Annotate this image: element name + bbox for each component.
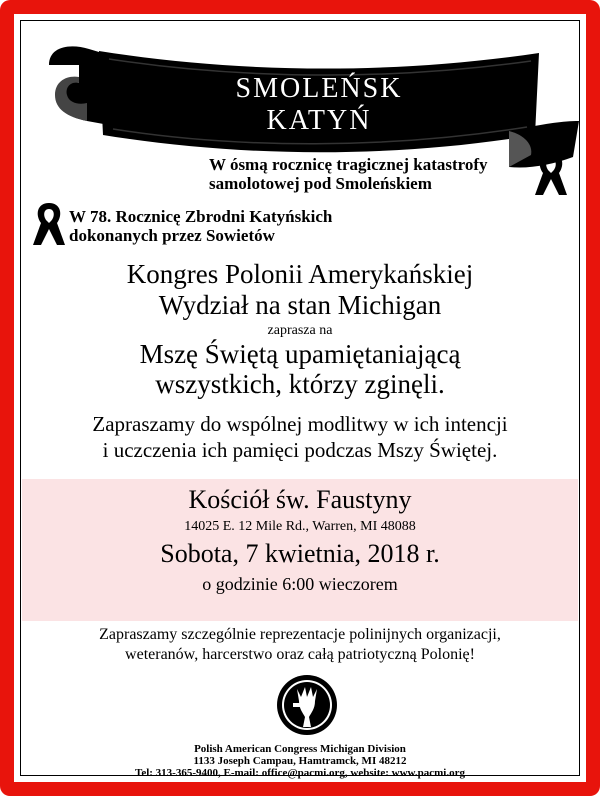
- prayer-line2: i uczczenia ich pamięci podczas Mszy Świętej.: [102, 438, 498, 462]
- footer-address: 1133 Joseph Campau, Hamtramck, MI 48212: [193, 755, 407, 767]
- mass-line2: wszystkich, którzy zginęli.: [155, 369, 445, 399]
- church-name: Kościół św. Faustyny: [188, 485, 412, 514]
- footer-org-name: Polish American Congress Michigan Division: [194, 743, 406, 755]
- org-heading: [21, 259, 579, 321]
- invitation-line2: weteranów, harcerstwo oraz całą patriotyczną Polonię!: [125, 646, 475, 663]
- org-line1: Kongres Polonii Amerykańskiej: [126, 259, 474, 289]
- scroll-banner: [39, 25, 587, 175]
- event-date: Sobota, 7 kwietnia, 2018 r.: [160, 539, 440, 568]
- footer: [21, 743, 579, 779]
- prayer-text: [21, 411, 579, 463]
- inner-frame: [20, 20, 580, 779]
- footer-contact: Tel: 313-365-9400, E-mail: office@pacmi.org, website: www.pacmi.org: [135, 767, 465, 779]
- invitation-line1: Zapraszamy szczególnie reprezentacje polinijnych organizacji,: [99, 626, 501, 643]
- event-time: o godzinie 6:00 wieczorem: [202, 574, 398, 594]
- katyn-text: [69, 207, 429, 245]
- banner-title-line1: SMOLEŃSK: [235, 73, 403, 104]
- invites-text: zaprasza na: [267, 323, 333, 338]
- katyn-line2: dokonanych przez Sowietów: [69, 226, 275, 245]
- pac-eagle-logo-icon: [275, 673, 339, 742]
- invitation-text: [21, 625, 579, 665]
- prayer-line1: Zapraszamy do wspólnej modlitwy w ich intencji: [92, 412, 508, 436]
- katyn-line1: W 78. Rocznicę Zbrodni Katyńskich: [69, 207, 333, 226]
- banner-title-line2: KATYŃ: [266, 105, 372, 136]
- anniversary-text: [209, 155, 539, 193]
- mourning-ribbon-icon: [531, 149, 571, 199]
- mourning-ribbon-icon: [29, 199, 69, 249]
- church-address: 14025 E. 12 Mile Rd., Warren, MI 48088: [184, 519, 416, 534]
- anniversary-line1: W ósmą rocznicę tragicznej katastrofy: [209, 155, 488, 174]
- mass-line1: Mszę Świętą upamiętaniającą: [139, 339, 461, 369]
- org-line2: Wydział na stan Michigan: [158, 290, 442, 320]
- mass-heading: [21, 339, 579, 399]
- anniversary-line2: samolotowej pod Smoleńskiem: [209, 174, 432, 193]
